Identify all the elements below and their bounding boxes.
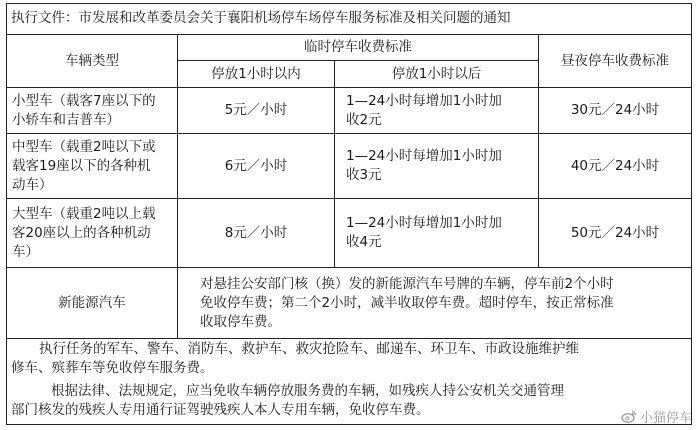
watermark-text: 小猫停车 (639, 411, 692, 426)
table-row-small-after: 1—24小时每增加1小时加 收2元 (346, 92, 502, 128)
col-header-vehicle-type: 车辆类型 (65, 52, 119, 69)
document-header: 执行文件：市发展和改革委员会关于襄阳机场停车场停车服务标准及相关问题的通知 (11, 10, 511, 26)
note-paragraph-disabled-exemption: 根据法律、法规规定，应当免收车辆停放服务费的车辆，如残疾人持公安机关交通管理 部门核发的残疾人专用通行证驾驶残疾人本人专用车辆，免收停车费。 (11, 383, 564, 418)
table-row-large-type: 大型车（载重2吨以上载 客20座以上的各种机动 车） (12, 205, 156, 260)
table-row-large-daynight: 50元／24小时 (570, 224, 660, 241)
table-row-small-type: 小型车（载客7座以下的 小轿车和吉普车） (12, 92, 156, 128)
watermark (621, 407, 692, 426)
table-row-nev-label: 新能源汽车 (58, 294, 126, 311)
col-header-temporary-fee: 临时停车收费标准 (304, 39, 412, 55)
col-header-after-1-hour: 停放1小时以后 (391, 65, 482, 82)
notice-document (6, 3, 692, 425)
note-paragraph-exempt-vehicles: 执行任务的军车、警车、消防车、救护车、救灾抢险车、邮递车、环卫车、市政设施维护维 修车、殡葬车等免收停车服务费。 (11, 341, 579, 376)
col-header-day-night-fee: 昼夜停车收费标准 (561, 52, 669, 69)
col-header-within-1-hour: 停放1小时以内 (211, 65, 301, 82)
table-row-medium-type: 中型车（载重2吨以下或 载客19座以下的各种机 动车） (12, 138, 156, 193)
table-row-small-daynight: 30元／24小时 (570, 102, 660, 118)
weibo-icon (621, 410, 637, 423)
table-row-nev-description: 对悬挂公安部门核（换）发的新能源汽车号牌的车辆，停车前2个小时 免收停车费；第二个2小时，减半收取停车费。超时停车，按正常标准 收取停车费。 (200, 275, 614, 330)
table-row-small-within: 5元／小时 (224, 102, 288, 118)
table-row-large-within: 8元／小时 (224, 224, 288, 241)
table-row-medium-daynight: 40元／24小时 (570, 157, 660, 174)
table-row-medium-after: 1—24小时每增加1小时加 收3元 (346, 148, 502, 183)
table-row-large-after: 1—24小时每增加1小时加 收4元 (346, 215, 502, 250)
table-row-medium-within: 6元／小时 (224, 157, 288, 174)
